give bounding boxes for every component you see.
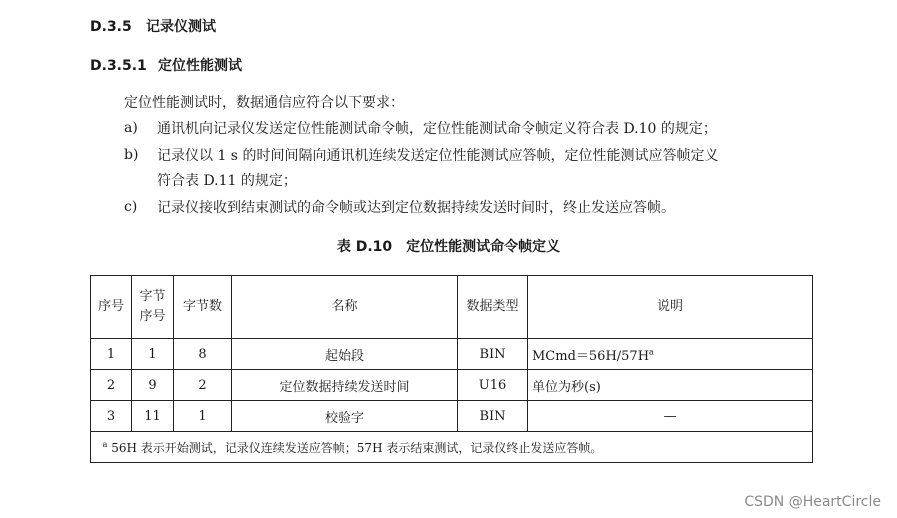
cell-seq: 1 [91,339,132,370]
command-frame-table [90,275,813,463]
footnote-ref: a [649,347,654,357]
subsection-number: D.3.5.1 [90,58,147,74]
cell-data-type: U16 [458,370,528,401]
cell-seq: 2 [91,370,132,401]
cell-name: 起始段 [232,339,458,370]
footnote-mark: a [102,439,108,449]
section-heading [90,16,216,36]
header-byte-seq: 字节 序号 [132,276,174,339]
cell-byte-count: 8 [174,339,232,370]
table-row [91,339,813,370]
subsection-heading [90,55,242,75]
cell-byte-seq: 11 [132,401,174,432]
table-header-row [91,276,813,339]
cell-byte-count: 1 [174,401,232,432]
header-seq: 序号 [91,276,132,339]
cell-data-type: BIN [458,401,528,432]
cell-data-type: BIN [458,339,528,370]
cell-desc: $MCmd=56H/57H^a$ [528,339,813,370]
list-marker-c: c) [124,199,138,215]
section-number: D.3.5 [90,19,132,35]
table-row [91,401,813,432]
cell-byte-count: 2 [174,370,232,401]
table-caption: 表 D.10 定位性能测试命令帧定义 [336,239,561,255]
table-row [91,370,813,401]
section-title: 记录仪测试 [146,19,216,35]
cell-byte-seq: 1 [132,339,174,370]
list-marker-b: b) [124,147,139,163]
cell-desc: — [528,401,813,432]
header-byte-count: 字节数 [174,276,232,339]
header-desc: 说明 [528,276,813,339]
cell-name: 校验字 [232,401,458,432]
cell-name: 定位数据持续发送时间 [232,370,458,401]
list-item-a: 通讯机向记录仪发送定位性能测试命令帧，定位性能测试命令帧定义符合表 D.10 的规定； [157,121,717,137]
list-item-b-line2: 符合表 D.11 的规定； [157,173,297,189]
header-name: 名称 [232,276,458,339]
table-footnote: $^a$ 56H 表示开始测试，记录仪连续发送应答帧；57H 表示结束测试，记录仪终止发送应答帧。 [91,432,813,463]
cell-byte-seq: 9 [132,370,174,401]
list-item-c: 记录仪接收到结束测试的命令帧或达到定位数据持续发送时间时，终止发送应答帧。 [157,200,675,216]
subsection-title: 定位性能测试 [158,58,242,74]
intro-paragraph: 定位性能测试时，数据通信应符合以下要求： [124,95,404,111]
cell-desc: 单位为秒(s) [528,370,813,401]
table-footnote-row [91,432,813,463]
header-data-type: 数据类型 [458,276,528,339]
list-marker-a: a) [124,120,138,136]
cell-seq: 3 [91,401,132,432]
watermark: CSDN @HeartCircle [744,494,881,510]
list-item-b-line1: 记录仪以 1 s 的时间间隔向通讯机连续发送定位性能测试应答帧，定位性能测试应答帧定义 [157,148,719,164]
